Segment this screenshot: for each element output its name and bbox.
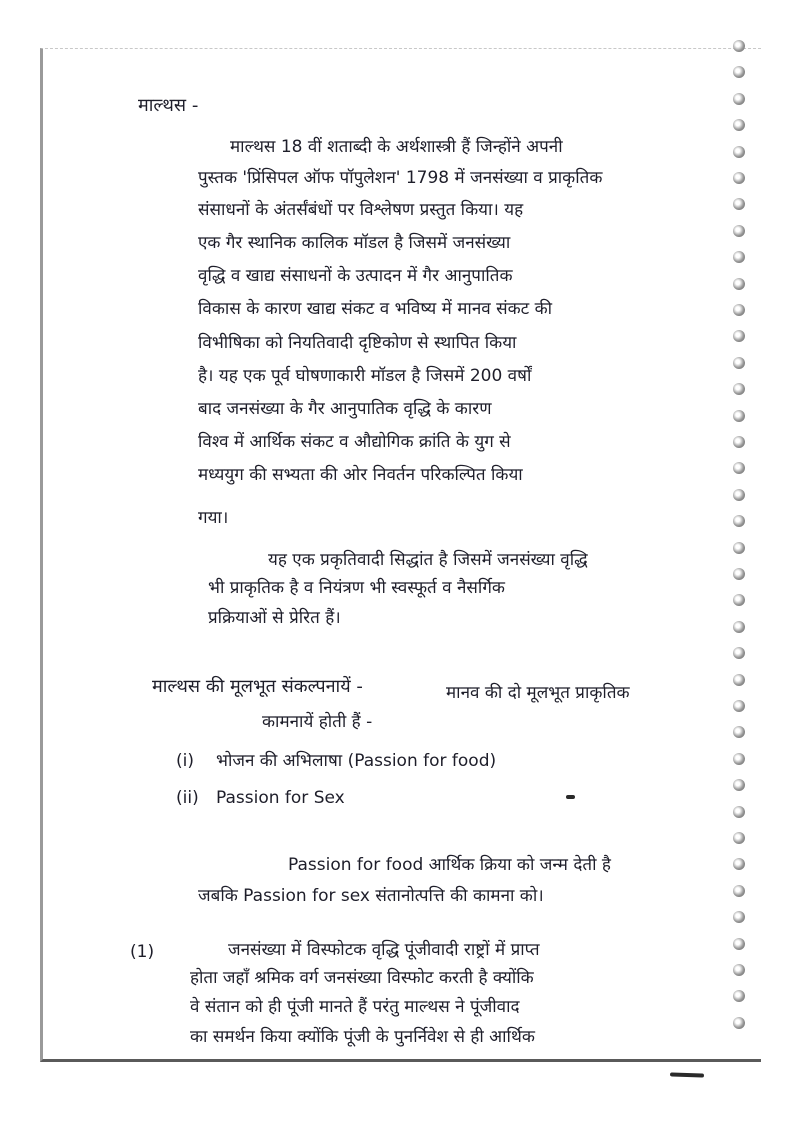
- binding-ring: [733, 911, 745, 923]
- assumptions-intro-2: कामनायें होती हैं -: [262, 712, 373, 732]
- assumptions-intro: मानव की दो मूलभूत प्राकृतिक: [446, 683, 630, 703]
- binding-ring: [733, 66, 745, 78]
- binding-ring: [733, 357, 745, 369]
- binding-ring: [733, 304, 745, 316]
- binding-ring: [733, 964, 745, 976]
- binding-ring: [733, 410, 745, 422]
- binding-ring: [733, 990, 745, 1002]
- para1-line: विभीषिका को नियतिवादी दृष्टिकोण से स्थापित किया: [198, 333, 517, 353]
- ink-mark: [566, 795, 575, 799]
- passion-line: Passion for food आर्थिक क्रिया को जन्म देती है: [288, 855, 611, 875]
- point1-line: वे संतान को ही पूंजी मानते हैं परंतु माल्थस ने पूंजीवाद: [190, 997, 520, 1017]
- binding-ring: [733, 885, 745, 897]
- para1-line: मध्ययुग की सभ्यता की ओर निवर्तन परिकल्पित किया: [198, 465, 523, 485]
- para1-line: वृद्धि व खाद्य संसाधनों के उत्पादन में गैर आनुपातिक: [198, 266, 513, 286]
- binding-ring: [733, 146, 745, 158]
- page-title: माल्थस -: [138, 95, 199, 116]
- binding-ring: [733, 198, 745, 210]
- para1-line: पुस्तक 'प्रिंसिपल ऑफ पॉपुलेशन' 1798 में जनसंख्या व प्राकृतिक: [198, 168, 603, 188]
- point1-line: जनसंख्या में विस्फोटक वृद्धि पूंजीवादी राष्ट्रों में प्राप्त: [228, 940, 540, 960]
- binding-ring: [733, 436, 745, 448]
- binding-ring: [733, 832, 745, 844]
- binding-ring: [733, 674, 745, 686]
- passion-line: जबकि Passion for sex संतानोत्पत्ति की कामना को।: [198, 886, 544, 906]
- para1-line: विकास के कारण खाद्य संकट व भविष्य में मानव संकट की: [198, 299, 553, 319]
- point-number: (1): [130, 942, 155, 962]
- para2-line: प्रक्रियाओं से प्रेरित हैं।: [208, 608, 341, 628]
- scan-mark: [670, 1072, 704, 1077]
- para1-line: माल्थस 18 वीं शताब्दी के अर्थशास्त्री हैं जिन्होंने अपनी: [230, 137, 563, 157]
- binding-ring: [733, 938, 745, 950]
- binding-ring: [733, 383, 745, 395]
- binding-ring: [733, 594, 745, 606]
- binding-ring: [733, 806, 745, 818]
- binding-ring: [733, 251, 745, 263]
- para1-line: बाद जनसंख्या के गैर आनुपातिक वृद्धि के कारण: [198, 399, 492, 419]
- binding-ring: [733, 568, 745, 580]
- binding-ring: [733, 726, 745, 738]
- list-item: Passion for Sex: [216, 788, 345, 808]
- assumptions-heading: माल्थस की मूलभूत संकल्पनायें -: [152, 676, 363, 697]
- binding-ring: [733, 119, 745, 131]
- para1-line: विश्व में आर्थिक संकट व औद्योगिक क्रांति के युग से: [198, 432, 511, 452]
- binding-ring: [733, 542, 745, 554]
- binding-ring: [733, 40, 745, 52]
- binding-ring: [733, 647, 745, 659]
- binding-ring: [733, 462, 745, 474]
- para1-line: गया।: [198, 508, 229, 528]
- para1-line: संसाधनों के अंतर्संबंधों पर विश्लेषण प्रस्तुत किया। यह: [198, 200, 524, 220]
- para1-line: एक गैर स्थानिक कालिक मॉडल है जिसमें जनसंख्या: [198, 233, 511, 253]
- binding-ring: [733, 779, 745, 791]
- para2-line: भी प्राकृतिक है व नियंत्रण भी स्वस्फूर्त व नैसर्गिक: [208, 578, 505, 598]
- binding-ring: [733, 172, 745, 184]
- binding-ring: [733, 621, 745, 633]
- binding-ring: [733, 278, 745, 290]
- binding-ring: [733, 700, 745, 712]
- binding-ring: [733, 225, 745, 237]
- binding-ring: [733, 858, 745, 870]
- point1-line: होता जहाँ श्रमिक वर्ग जनसंख्या विस्फोट करती है क्योंकि: [190, 968, 534, 988]
- para2-line: यह एक प्रकृतिवादी सिद्धांत है जिसमें जनसंख्या वृद्धि: [268, 550, 588, 570]
- list-item-number: (ii): [176, 788, 199, 808]
- binding-ring: [733, 1017, 745, 1029]
- list-item: भोजन की अभिलाषा (Passion for food): [216, 751, 497, 771]
- spiral-binding: [733, 40, 749, 1050]
- binding-ring: [733, 330, 745, 342]
- binding-ring: [733, 515, 745, 527]
- binding-ring: [733, 93, 745, 105]
- list-item-number: (i): [176, 751, 194, 771]
- point1-line: का समर्थन किया क्योंकि पूंजी के पुनर्निवेश से ही आर्थिक: [190, 1027, 535, 1047]
- para1-line: है। यह एक पूर्व घोषणाकारी मॉडल है जिसमें 200 वर्षों: [198, 366, 532, 386]
- binding-ring: [733, 753, 745, 765]
- binding-ring: [733, 489, 745, 501]
